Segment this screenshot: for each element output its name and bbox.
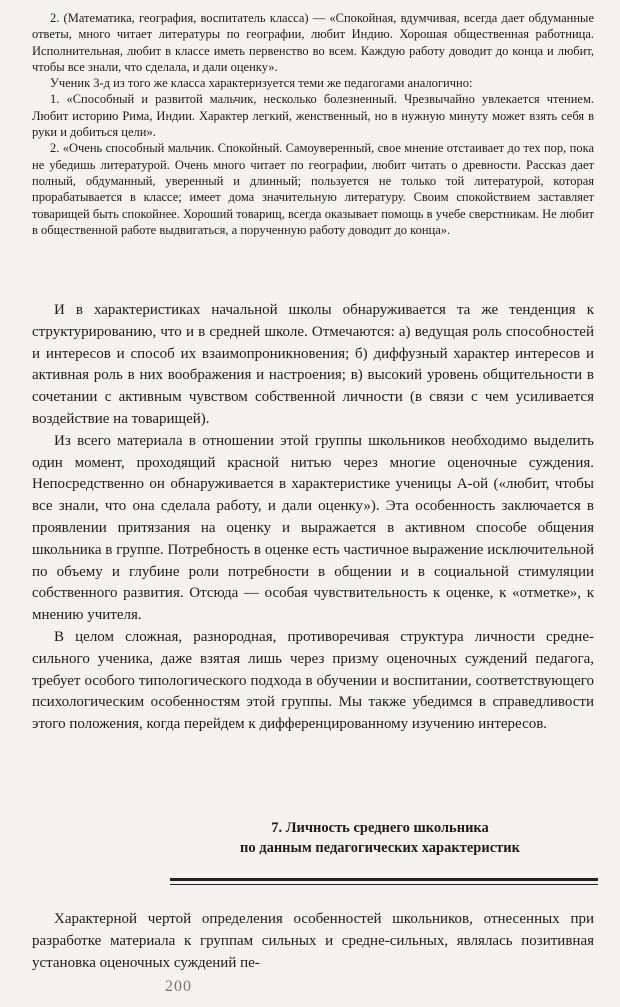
section-heading-line: по данным педагогических характеристик bbox=[240, 840, 520, 856]
body-paragraph: И в характеристиках начальной школы обнаруживается та же тенденция к структурированию, что и в средней школе. Отмечаются: а) ведущая роль способностей и интересов и способ их взаимопроникновения; б) диффузный характер интересов и активная роль в них воображения и настроения; в) высокий уровень общительности в сочетании с активным чувством собственной личности (в связи с чем усиливается воздействие на товарищей). bbox=[32, 302, 594, 427]
section-heading-line: 7. Личность среднего школьника bbox=[271, 820, 489, 836]
section-divider-thick bbox=[170, 878, 598, 881]
main-text-block bbox=[32, 300, 594, 736]
teacher-quotes-block bbox=[32, 10, 594, 238]
section-divider-thin bbox=[170, 884, 598, 885]
body-paragraph: Характерной чертой определения особенностей школьников, отнесенных при разработке материала к группам сильных и средне-сильных, являлась позитивная установка оценочных суждений пе- bbox=[32, 911, 594, 971]
quote-paragraph: 2. «Очень способный мальчик. Спокойный. Самоуверенный, свое мнение отстаивает до тех пор, пока не убедишь литературой. Очень много читает по географии, любит читать о древности. Рассказ дает полный, обдуманный, уверенный и длинный; пользуется не только той литературой, которая прорабатывается в классе; имеет дома значительную литературу. Своим спокойствием заставляет товарищей быть спокойнее. Хороший товарищ, всегда оказывает помощь в учебе сверстникам. Не любит в общественной работе выдвигаться, а порученную работу доводит до конца». bbox=[32, 141, 594, 237]
section-intro-block bbox=[32, 908, 594, 974]
quote-paragraph: 1. «Способный и развитой мальчик, несколько болезненный. Чрезвычайно увлекается чтением. Любит историю Рима, Индии. Характер легкий, женственный, но в нужную минуту может взять себя в руки и добиться цели». bbox=[32, 92, 594, 140]
quote-paragraph: Ученик 3-д из того же класса характеризуется теми же педагогами аналогично: bbox=[50, 76, 473, 91]
page-number: 200 bbox=[165, 978, 192, 995]
section-heading bbox=[150, 818, 610, 858]
body-paragraph: В целом сложная, разнородная, противоречивая структура личности средне-сильного ученика, даже взятая лишь через призму оценочных суждений педагога, требует особого типологического подхода в обучении и воспитании, соответствующего психологическим особенностям этой группы. Мы также убедимся в справедливости этого положения, когда перейдем к дифференцированному изучению интересов. bbox=[32, 628, 594, 733]
body-paragraph: Из всего материала в отношении этой группы школьников необходимо выделить один момент, проходящий красной нитью через многие оценочные суждения. Непосредственно он обнаруживается в характеристике ученицы А-ой («любит, чтобы все знали, что она сделала работу, и дали оценку»). Эта особенность заключается в проявлении притязания на оценку и выражается в активном способе общения школьника в группе. Потребность в оценке есть частичное выражение исключительной по объему и глубине роли потребности в общении и в социальной стимуляции собственного развития. Отсюда — особая чувствительность к оценке, к «отметке», к мнению учителя. bbox=[32, 432, 594, 624]
quote-paragraph: 2. (Математика, география, воспитатель класса) — «Спокойная, вдумчивая, всегда дает обдуманные ответы, много читает литературы по географии, любит Индию. Хорошая общественная работница. Исполнительная, любит в классе иметь первенство во всем. Каждую работу доводит до конца и любит, чтобы все знали, что сделала, и дали оценку». bbox=[32, 11, 594, 74]
